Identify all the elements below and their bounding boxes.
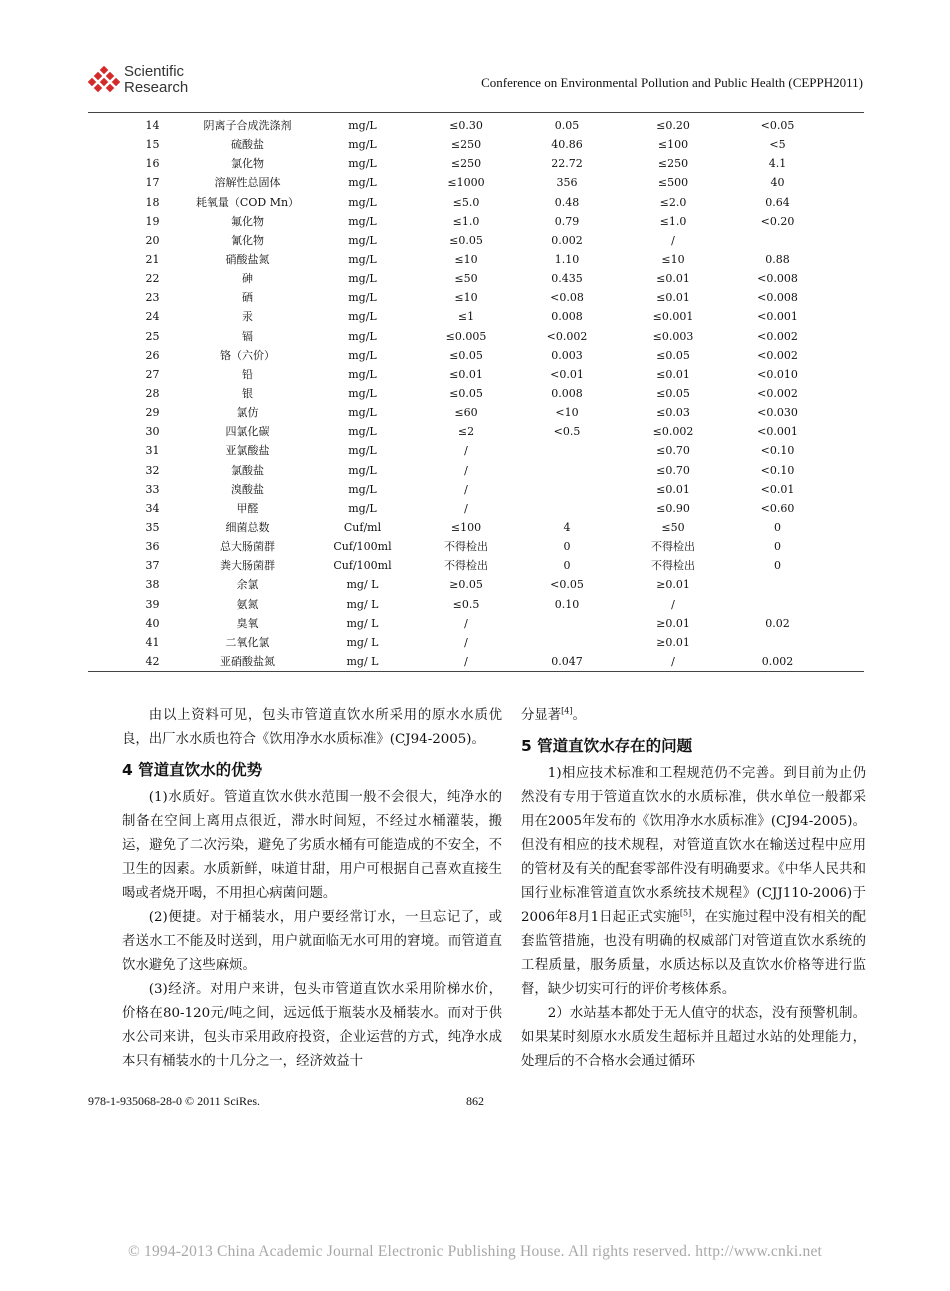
table-cell: ≤10 xyxy=(661,253,685,267)
table-row xyxy=(120,154,826,173)
table-cell: 0.002 xyxy=(551,233,583,247)
table-cell xyxy=(517,614,617,633)
table-row xyxy=(120,575,826,594)
table-cell: mg/ L xyxy=(346,635,379,649)
table-cell: 0.64 xyxy=(765,195,790,209)
table-row xyxy=(120,556,826,575)
table-cell: ≤0.5 xyxy=(452,597,480,611)
paragraph-problem-2: 2）水站基本都处于无人值守的状态，没有预警机制。如果某时刻原水水质发生超标并且超过水站的处理能力，处理后的不合格水会通过循环 xyxy=(521,1006,866,1069)
table-cell xyxy=(729,595,826,614)
table-cell: <0.5 xyxy=(553,425,581,439)
table-cell: 余氯 xyxy=(236,578,259,592)
table-cell: mg/L xyxy=(348,406,377,420)
table-cell: ≥0.05 xyxy=(449,578,483,592)
table-row xyxy=(120,403,826,422)
table-cell: 0 xyxy=(563,559,571,573)
table-cell: ≤0.20 xyxy=(656,119,690,133)
table-cell: 甲醛 xyxy=(236,501,259,515)
table-cell: 4 xyxy=(563,521,571,535)
table-cell xyxy=(729,575,826,594)
table-cell: 不得检出 xyxy=(444,559,488,573)
table-row xyxy=(120,135,826,154)
table-cell xyxy=(517,499,617,518)
table-cell: 氯酸盐 xyxy=(231,463,264,477)
table-cell: 0.05 xyxy=(554,119,580,133)
table-cell xyxy=(517,633,617,652)
table-row xyxy=(120,480,826,499)
table-cell: ≤0.01 xyxy=(656,367,690,381)
table-cell: mg/L xyxy=(348,253,377,267)
table-cell: ≤0.30 xyxy=(449,119,483,133)
table-cell: <5 xyxy=(769,138,786,152)
table-cell: 0.02 xyxy=(765,616,790,630)
table-cell: ≤0.005 xyxy=(445,329,487,343)
table-cell: 36 xyxy=(145,540,160,554)
page-header xyxy=(88,62,863,112)
table-cell: ≤50 xyxy=(454,272,478,286)
table-top-rule xyxy=(88,112,864,113)
scientific-research-logo xyxy=(88,62,208,102)
table-cell: 亚氯酸盐 xyxy=(225,444,270,458)
table-cell: ≤500 xyxy=(657,176,689,190)
table-row xyxy=(120,499,826,518)
section-4-heading: 4 管道直饮水的优势 xyxy=(122,761,263,779)
table-cell: 不得检出 xyxy=(651,540,695,554)
table-cell: 23 xyxy=(145,291,160,305)
citation-4: [4] xyxy=(561,706,573,716)
table-cell: 0 xyxy=(774,521,781,535)
table-cell: 42 xyxy=(145,655,160,668)
table-cell: 氰化物 xyxy=(231,233,264,247)
table-cell: ≤0.001 xyxy=(652,310,694,324)
table-cell: <0.008 xyxy=(757,291,798,305)
logo-line-1: Scientific xyxy=(124,63,185,80)
table-cell: 粪大肠菌群 xyxy=(220,559,275,573)
table-cell: ≤10 xyxy=(454,253,478,267)
table-cell: ≤0.01 xyxy=(656,291,690,305)
table-cell: Cuf/ml xyxy=(343,521,382,535)
table-cell: / xyxy=(464,501,468,515)
table-cell: 14 xyxy=(145,119,160,133)
table-row xyxy=(120,461,826,480)
table-cell: mg/ L xyxy=(346,578,379,592)
table-cell: ≤2.0 xyxy=(659,195,687,209)
table-cell: mg/L xyxy=(348,482,377,496)
table-cell: 氯仿 xyxy=(236,406,259,420)
table-cell: ≤0.70 xyxy=(656,444,690,458)
citation-5: [5] xyxy=(679,908,692,918)
table-cell: <0.10 xyxy=(760,463,795,477)
table-cell: ≤60 xyxy=(454,406,478,420)
table-cell xyxy=(517,461,617,480)
table-cell: ≤0.05 xyxy=(449,348,483,362)
table-cell: <0.001 xyxy=(757,310,798,324)
table-cell: 24 xyxy=(145,310,160,324)
table-cell: ≤1.0 xyxy=(659,214,687,228)
problem-1-text-b: ，在实施过程中没有相关的配套监管措施，也没有明确的权威部门对管道直饮水系统的工程质量，服务质量，水质达标以及直饮水价格等进行监督，缺少切实可行的评价考核体系。 xyxy=(521,910,866,997)
table-cell: 18 xyxy=(145,195,160,209)
table-row xyxy=(120,652,826,671)
table-cell: 26 xyxy=(145,348,160,362)
table-cell: ≤100 xyxy=(657,138,689,152)
table-bottom-rule xyxy=(88,671,864,672)
table-cell: Cuf/100ml xyxy=(333,540,392,554)
table-cell: Cuf/100ml xyxy=(333,559,392,573)
table-cell: 4.1 xyxy=(768,157,787,171)
table-row xyxy=(120,250,826,269)
table-cell: mg/L xyxy=(348,463,377,477)
table-cell: <10 xyxy=(555,406,579,420)
table-cell: 0 xyxy=(774,540,781,554)
table-cell: 0.002 xyxy=(761,655,794,668)
table-cell: ≤0.01 xyxy=(656,272,690,286)
table-row xyxy=(120,384,826,403)
table-cell: mg/L xyxy=(348,195,377,209)
table-cell: 耗氧量（COD Mn） xyxy=(195,195,300,209)
table-cell: ≤0.05 xyxy=(449,387,483,401)
paragraph-advantage-3: (3)经济。对用户来讲，包头市管道直饮水采用阶梯水价，价格在80-120元/吨之间，远远低于瓶装水及桶装水。而对于供水公司来讲，包头市采用政府投资，企业运营的方式，纯净水成本只有桶装水的十几分之一，经济效益十 xyxy=(122,982,502,1069)
table-cell: mg/L xyxy=(348,310,377,324)
table-cell: <0.05 xyxy=(550,578,584,592)
table-cell: 32 xyxy=(145,463,160,477)
logo-diamond-icon xyxy=(88,66,120,96)
table-cell: mg/L xyxy=(348,501,377,515)
table-cell xyxy=(729,633,826,652)
table-cell: / xyxy=(464,616,468,630)
table-cell: mg/L xyxy=(348,214,377,228)
table-cell xyxy=(517,441,617,460)
table-row xyxy=(120,307,826,326)
table-cell: 0.047 xyxy=(551,655,583,668)
water-quality-table xyxy=(120,116,826,671)
section-5-heading: 5 管道直饮水存在的问题 xyxy=(521,737,693,755)
table-cell: 氯化物 xyxy=(231,157,264,171)
table-cell: / xyxy=(464,463,468,477)
continued-end: 。 xyxy=(572,708,586,723)
table-cell: / xyxy=(464,482,468,496)
table-cell: 20 xyxy=(145,233,160,247)
table-cell: 0.10 xyxy=(554,597,580,611)
table-row xyxy=(120,422,826,441)
table-cell: ≤2 xyxy=(457,425,475,439)
table-cell: ≤1 xyxy=(457,310,475,324)
table-row xyxy=(120,212,826,231)
table-cell: 铬（六价） xyxy=(220,348,275,362)
table-cell: 0.003 xyxy=(551,348,583,362)
table-cell: 细菌总数 xyxy=(225,521,270,535)
table-cell: ≤0.05 xyxy=(656,348,690,362)
table-cell: <0.002 xyxy=(757,329,798,343)
table-cell: 28 xyxy=(145,387,160,401)
table-cell: mg/ L xyxy=(346,597,379,611)
table-cell: 30 xyxy=(145,425,160,439)
table-cell: ≥0.01 xyxy=(656,578,690,592)
table-cell: 21 xyxy=(145,253,160,267)
table-row xyxy=(120,116,826,135)
table-cell: ≤0.90 xyxy=(656,501,690,515)
table-cell: mg/L xyxy=(348,329,377,343)
paragraph-advantage-1: (1)水质好。管道直饮水供水范围一般不会很大，纯净水的制备在空间上离用点很近，滞水时间短，不经过水桶灌装，搬运，避免了二次污染，避免了劣质水桶有可能造成的不安全，不卫生的因素。水质新鲜，味道甘甜，用户可根据自己喜欢直接生喝或者烧开喝，不用担心病菌问题。 xyxy=(122,790,502,901)
table-cell: <0.08 xyxy=(550,291,584,305)
table-cell: ≤10 xyxy=(454,291,478,305)
table-cell: 氨氮 xyxy=(236,597,259,611)
table-cell: 40 xyxy=(145,616,160,630)
table-row xyxy=(120,346,826,365)
table-cell: / xyxy=(671,655,675,668)
table-cell: mg/L xyxy=(348,119,377,133)
table-cell: 不得检出 xyxy=(651,559,695,573)
table-cell: ≤0.05 xyxy=(449,233,483,247)
table-cell: 0.435 xyxy=(551,272,583,286)
table-cell: 22.72 xyxy=(551,157,583,171)
table-cell: 氟化物 xyxy=(231,214,264,228)
table-cell: ≤50 xyxy=(661,521,685,535)
table-cell: mg/L xyxy=(348,138,377,152)
table-cell: 35 xyxy=(145,521,160,535)
table-cell: mg/L xyxy=(348,387,377,401)
table-cell: / xyxy=(671,233,675,247)
table-cell: <0.010 xyxy=(757,367,798,381)
table-cell: 0.008 xyxy=(551,387,583,401)
problem-1-text-a: 1)相应技术标准和工程规范仍不完善。到目前为止仍然没有专用于管道直饮水的水质标准，供水单位一般都采用在2005年发布的《饮用净水水质标准》(CJ94-2005)。但没有相应的技术规程，对管道直饮水在输送过程中应用的管材及有关的配套零部件没有明确要求。《中华人民共和国行业标准管道直饮水系统技术规程》(CJJ110-2006)于2006年8月1日起正式实施 xyxy=(521,766,866,925)
table-cell: mg/L xyxy=(348,425,377,439)
table-cell: 356 xyxy=(556,176,578,190)
table-cell: 29 xyxy=(145,406,160,420)
table-cell: ≥0.01 xyxy=(656,616,690,630)
logo-line-2: Research xyxy=(124,79,189,96)
table-row xyxy=(120,193,826,212)
paragraph-advantage-2: (2)便捷。对于桶装水，用户要经常订水，一旦忘记了，或者送水工不能及时送到，用户就面临无水可用的窘境。而管道直饮水避免了这些麻烦。 xyxy=(122,910,502,973)
table-cell: / xyxy=(671,597,675,611)
table-cell: ≤0.05 xyxy=(656,387,690,401)
table-cell: <0.030 xyxy=(757,406,798,420)
table-cell: 0 xyxy=(774,559,781,573)
cnki-copyright: © 1994-2013 China Academic Journal Electronic Publishing House. All rights reserved. http://www.cnki.net xyxy=(127,1243,823,1260)
table-cell: ≤0.70 xyxy=(656,463,690,477)
table-cell: 溴酸盐 xyxy=(231,482,264,496)
table-cell: 16 xyxy=(145,157,160,171)
conference-title: Conference on Environmental Pollution and Public Health (CEPPH2011) xyxy=(481,75,863,90)
table-cell: 22 xyxy=(145,272,160,286)
table-cell: 31 xyxy=(145,444,160,458)
table-row xyxy=(120,614,826,633)
table-cell: <0.001 xyxy=(757,425,798,439)
table-cell: 硝酸盐氮 xyxy=(225,253,270,267)
table-cell: 19 xyxy=(145,214,160,228)
table-cell: 银 xyxy=(242,387,253,401)
table-row xyxy=(120,288,826,307)
table-cell: 41 xyxy=(145,635,160,649)
table-cell: 17 xyxy=(145,176,160,190)
table-cell: ≤100 xyxy=(450,521,482,535)
table-cell: / xyxy=(464,444,468,458)
table-cell: <0.002 xyxy=(757,348,798,362)
table-cell: <0.20 xyxy=(760,214,795,228)
table-cell: 阴离子合成洗涤剂 xyxy=(203,119,292,133)
table-cell: 硫酸盐 xyxy=(231,138,264,152)
table-cell: 亚硝酸盐氮 xyxy=(220,655,275,668)
table-cell: 溶解性总固体 xyxy=(214,176,281,190)
table-cell: ≤0.01 xyxy=(449,367,483,381)
table-cell: ≤0.002 xyxy=(652,425,694,439)
table-cell: <0.002 xyxy=(546,329,588,343)
table-row xyxy=(120,441,826,460)
table-cell: mg/ L xyxy=(346,655,379,668)
table-cell: / xyxy=(464,635,468,649)
table-cell: ≤0.01 xyxy=(656,482,690,496)
table-cell: <0.01 xyxy=(760,482,795,496)
table-cell: 0 xyxy=(563,540,571,554)
table-row xyxy=(120,595,826,614)
table-cell: <0.008 xyxy=(757,272,798,286)
table-row xyxy=(120,537,826,556)
table-cell: ≤250 xyxy=(450,157,482,171)
continued-text: 分显著 xyxy=(521,708,562,723)
table-cell: mg/L xyxy=(348,444,377,458)
table-cell: 27 xyxy=(145,367,160,381)
table-cell: mg/L xyxy=(348,367,377,381)
paragraph-summary: 由以上资料可见，包头市管道直饮水所采用的原水水质优良，出厂水水质也符合《饮用净水水质标准》(CJ94-2005)。 xyxy=(122,708,502,747)
table-cell: 二氧化氯 xyxy=(225,635,270,649)
table-cell: 臭氧 xyxy=(236,616,259,630)
table-cell xyxy=(517,480,617,499)
table-cell: 37 xyxy=(145,559,160,573)
table-cell: ≤250 xyxy=(657,157,689,171)
table-cell: ≤250 xyxy=(450,138,482,152)
table-cell: ≤0.003 xyxy=(652,329,694,343)
table-row xyxy=(120,365,826,384)
table-cell: <0.002 xyxy=(757,387,798,401)
table-cell: 15 xyxy=(145,138,160,152)
table-cell: 38 xyxy=(145,578,160,592)
table-cell: <0.01 xyxy=(550,367,584,381)
table-cell: 0.88 xyxy=(765,253,790,267)
paragraph-problem-1 xyxy=(521,762,866,1002)
table-cell: 40.86 xyxy=(551,138,583,152)
table-cell: mg/L xyxy=(348,233,377,247)
page-number: 862 xyxy=(466,1094,484,1108)
footer-isbn: 978-1-935068-28-0 © 2011 SciRes. xyxy=(88,1094,260,1108)
table-cell: 0.79 xyxy=(554,214,580,228)
table-row xyxy=(120,231,826,250)
table-cell: <0.60 xyxy=(760,501,795,515)
table-cell: 不得检出 xyxy=(444,540,488,554)
table-cell: 0.48 xyxy=(554,195,580,209)
table-cell xyxy=(729,231,826,250)
table-cell: 40 xyxy=(770,176,785,190)
table-cell: ≤5.0 xyxy=(452,195,480,209)
table-cell: 铅 xyxy=(242,367,253,381)
table-cell: ≥0.01 xyxy=(656,635,690,649)
table-cell: 33 xyxy=(145,482,160,496)
table-cell: mg/ L xyxy=(346,616,379,630)
table-cell: 39 xyxy=(145,597,160,611)
table-cell: 硒 xyxy=(242,291,253,305)
table-row xyxy=(120,327,826,346)
table-cell: 25 xyxy=(145,329,160,343)
table-cell: / xyxy=(464,655,468,668)
table-cell: 34 xyxy=(145,501,160,515)
table-cell: 四氯化碳 xyxy=(225,425,270,439)
table-row xyxy=(120,173,826,192)
table-cell: mg/L xyxy=(348,291,377,305)
left-column xyxy=(122,704,502,1074)
table-cell: 0.008 xyxy=(551,310,583,324)
table-cell: 砷 xyxy=(242,272,253,286)
table-cell: mg/L xyxy=(348,157,377,171)
table-row xyxy=(120,269,826,288)
right-column xyxy=(521,704,866,1074)
table-row xyxy=(120,633,826,652)
table-cell: ≤1000 xyxy=(447,176,485,190)
table-cell: <0.05 xyxy=(760,119,795,133)
table-cell: mg/L xyxy=(348,176,377,190)
table-cell: ≤0.03 xyxy=(656,406,690,420)
table-cell: ≤1.0 xyxy=(452,214,480,228)
table-row xyxy=(120,518,826,537)
paragraph-continued xyxy=(521,704,866,728)
table-cell: 总大肠菌群 xyxy=(220,540,275,554)
table-cell: 汞 xyxy=(242,310,253,324)
table-cell: 1.10 xyxy=(554,253,580,267)
table-cell: mg/L xyxy=(348,272,377,286)
table-cell: <0.10 xyxy=(760,444,795,458)
table-cell: mg/L xyxy=(348,348,377,362)
table-cell: 镉 xyxy=(242,329,253,343)
